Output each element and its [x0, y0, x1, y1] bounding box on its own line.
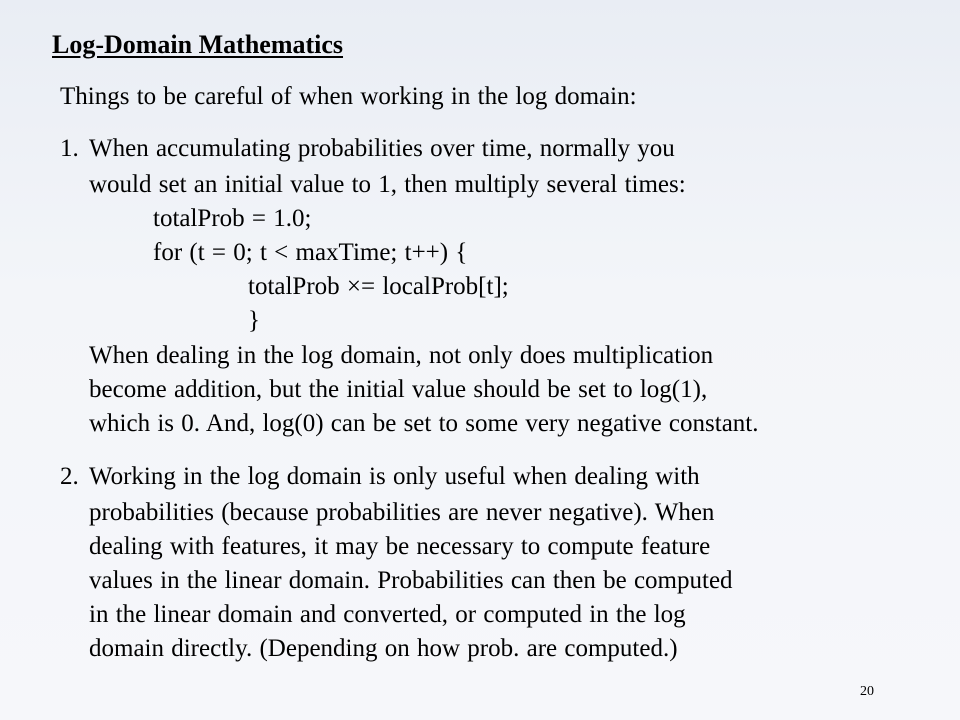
item-2-line-2: probabilities (because probabilities are never negative). When — [89, 499, 715, 526]
item-1-after-2: become addition, but the initial value should be set to log(1), — [89, 376, 708, 403]
item-2-number: 2. — [60, 463, 79, 490]
code-line-1: totalProb = 1.0; — [153, 205, 312, 232]
item-1-after-3: which is 0. And, log(0) can be set to some very negative constant. — [89, 410, 759, 437]
item-1-after-1: When dealing in the log domain, not only does multiplication — [89, 342, 714, 369]
item-1-line-2: would set an initial value to 1, then multiply several times: — [89, 171, 686, 198]
code-line-3: totalProb ×= localProb[t]; — [248, 273, 509, 300]
item-2-line-5: in the linear domain and converted, or computed in the log — [89, 601, 686, 628]
item-2-line-1: Working in the log domain is only useful when dealing with — [89, 463, 700, 490]
page-number: 20 — [860, 684, 874, 699]
slide-title: Log-Domain Mathematics — [52, 30, 344, 59]
code-line-4: } — [248, 307, 260, 334]
item-1-line-1: When accumulating probabilities over time, normally you — [89, 135, 675, 162]
item-1-number: 1. — [60, 135, 79, 162]
item-2-line-4: values in the linear domain. Probabilities can then be computed — [89, 567, 733, 594]
item-2-line-6: domain directly. (Depending on how prob. are computed.) — [89, 635, 678, 662]
intro-text: Things to be careful of when working in the log domain: — [60, 83, 637, 110]
code-line-2: for (t = 0; t < maxTime; t++) { — [153, 239, 468, 266]
item-2-line-3: dealing with features, it may be necessary to compute feature — [89, 533, 711, 560]
